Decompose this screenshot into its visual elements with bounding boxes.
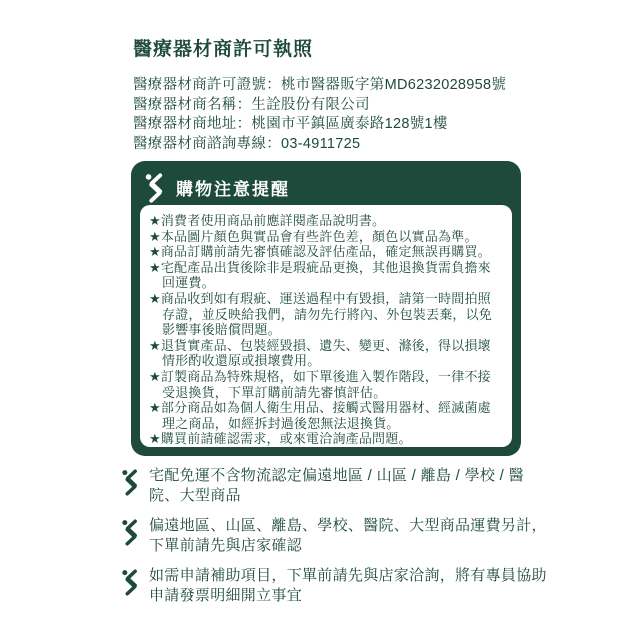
remote-area-note — [121, 516, 551, 556]
subsidy-note — [121, 566, 551, 606]
dealer-name-line: 醫療器材商名稱：生詮股份有限公司 — [133, 96, 370, 113]
notice-item: ★部分商品如為個人衛生用品、接觸式醫用器材、經滅菌處理之商品，如經拆封過後恕無法退換貨。 — [149, 400, 491, 431]
notice-item: ★商品訂購前請先審慎確認及評估產品，確定無誤再購買。 — [149, 244, 491, 260]
brand-logo-icon — [121, 569, 141, 596]
shopping-notice-box — [131, 161, 521, 456]
notice-item: ★訂製商品為特殊規格，如下單後進入製作階段，一律不接受退換貨，下單訂購前請先審慎評估。 — [149, 368, 491, 400]
notice-item: ★本品圖片顏色與實品會有些許色差，顏色以實品為準。 — [149, 228, 478, 244]
subsidy-note-text: 如需申請補助項目，下單前請先與店家洽詢，將有專員協助申請發票明細開立事宜 — [149, 567, 547, 604]
brand-logo-icon — [121, 519, 141, 546]
dealer-address-line: 醫療器材商地址：桃園市平鎮區廣泰路128號1樓 — [133, 116, 448, 132]
notice-panel — [140, 205, 512, 447]
dealer-hotline-line: 醫療器材商諮詢專線：03-4911725 — [133, 135, 361, 152]
notice-header-label: 購物注意提醒 — [176, 180, 290, 199]
notice-list — [149, 213, 504, 447]
page-title: 醫療器材商許可執照 — [133, 39, 314, 60]
license-section — [133, 34, 533, 154]
shipping-note-text: 宅配免運不含物流認定偏遠地區 / 山區 / 離島 / 學校 / 醫院、大型商品 — [149, 467, 524, 504]
notice-item: ★購買前請確認需求，或來電洽詢產品問題。 — [149, 431, 412, 447]
notice-item: ★宅配產品出貨後除非是瑕疵品更換，其他退換貨需負擔來回運費。 — [149, 259, 491, 291]
brand-logo-icon — [121, 469, 141, 496]
notice-item: ★消費者使用商品前應詳閱產品說明書。 — [149, 213, 386, 228]
remote-area-note-text: 偏遠地區、山區、離島、學校、醫院、大型商品運費另計，下單前請先與店家確認 — [149, 517, 547, 554]
footer-notes — [121, 466, 551, 616]
notice-item: ★商品收到如有瑕疵、運送過程中有毀損，請第一時間拍照存證，並反映給我們，請勿先行將內、外包裝丟棄，以免影響事後賠償問題。 — [149, 290, 493, 338]
notice-header — [131, 161, 521, 205]
brand-logo-icon — [144, 173, 167, 203]
notice-item: ★退貨實產品、包裝經毀損、遺失、變更、滌後，得以損壞情形酌收還原或損壞費用。 — [149, 337, 491, 369]
license-number-line: 醫療器材商許可證號：桃市醫器販字第MD6232028958號 — [133, 77, 507, 93]
shipping-note — [121, 466, 551, 506]
license-info — [133, 76, 533, 154]
